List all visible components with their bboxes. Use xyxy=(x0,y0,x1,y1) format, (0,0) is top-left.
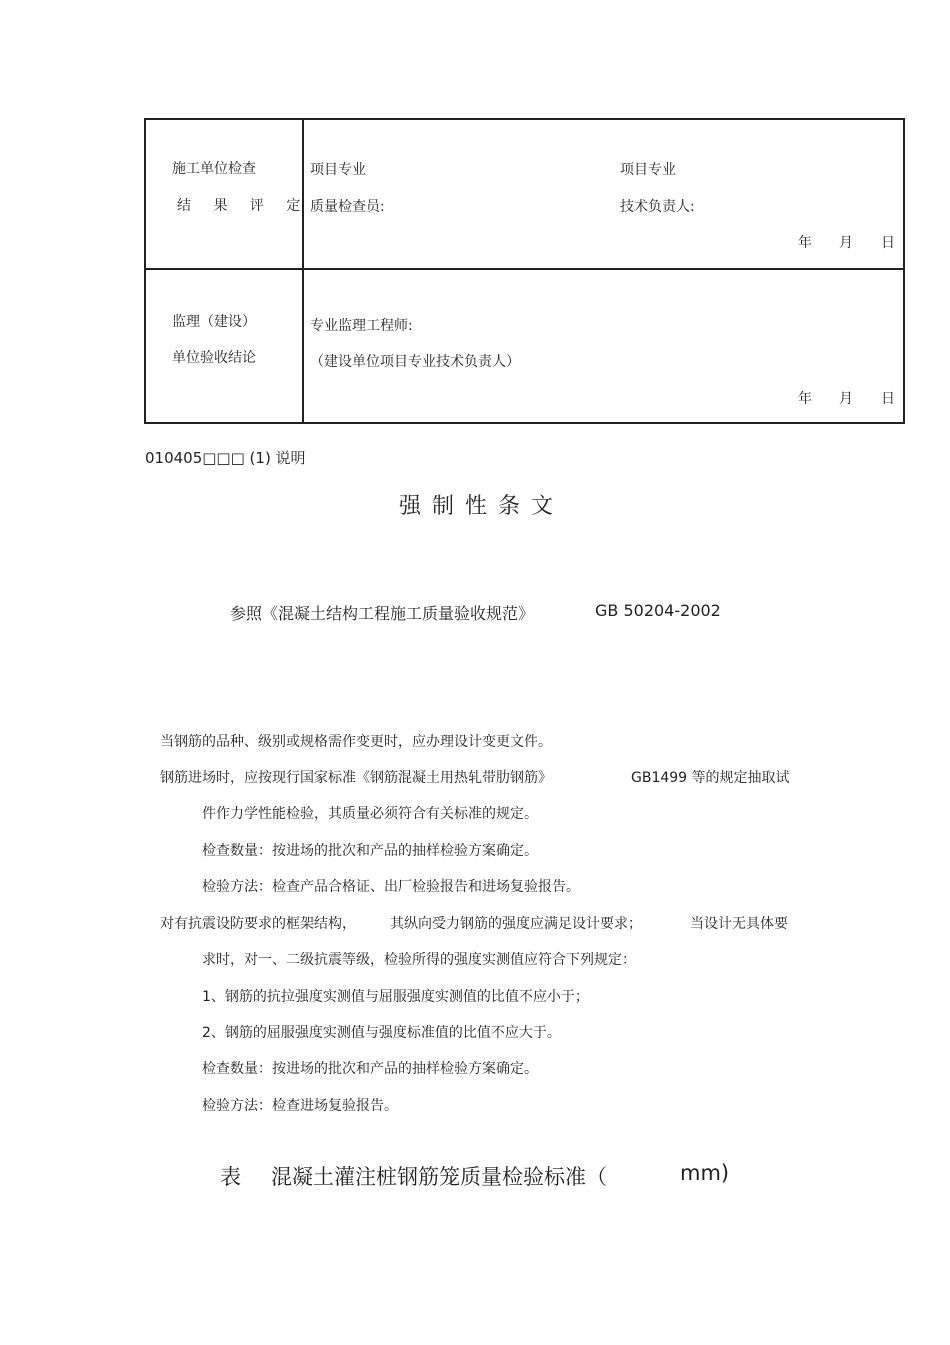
reference-standard-name: 参照《混凝土结构工程施工质量验收规范》 xyxy=(230,604,535,623)
row2-label-line2: 单位验收结论 xyxy=(172,350,256,366)
clause-3-line1c: 当设计无具体要 xyxy=(690,916,788,932)
row1-label-line1: 施工单位检查 xyxy=(172,161,256,177)
row2-line1: 专业监理工程师: xyxy=(310,318,413,334)
clause-2-line1b: GB1499 等的规定抽取试 xyxy=(631,770,790,786)
row1-right-line2: 技术负责人: xyxy=(620,199,695,215)
clause-3-quantity: 检查数量：按进场的批次和产品的抽样检验方案确定。 xyxy=(202,1061,538,1077)
row1-right-line1: 项目专业 xyxy=(620,162,676,178)
clause-3-line1a: 对有抗震设防要求的框架结构， xyxy=(160,916,356,932)
table-divider-vertical xyxy=(302,120,304,422)
clause-3-item-1: 1、钢筋的抗拉强度实测值与屈服强度实测值的比值不应小于； xyxy=(202,989,589,1005)
clause-1: 当钢筋的品种、级别或规格需作变更时，应办理设计变更文件。 xyxy=(160,734,552,750)
clause-3-item-2: 2、钢筋的屈服强度实测值与强度标准值的比值不应大于。 xyxy=(202,1025,561,1041)
clause-3-line2: 求时，对一、二级抗震等级，检验所得的强度实测值应符合下列规定： xyxy=(202,952,636,968)
clause-2-method: 检验方法：检查产品合格证、出厂检验报告和进场复验报告。 xyxy=(202,879,580,895)
row1-left-line2: 质量检查员: xyxy=(310,199,385,215)
clause-3-method: 检验方法：检查进场复验报告。 xyxy=(202,1098,398,1114)
table-caption-prefix: 表 xyxy=(220,1165,241,1189)
section-code: 010405□□□ (1) 说明 xyxy=(145,449,306,467)
row1-date-day: 日 xyxy=(881,235,895,251)
row2-date-year: 年 xyxy=(798,391,812,407)
table-divider-horizontal xyxy=(146,268,903,270)
page-title: 强制性条文 xyxy=(399,494,565,519)
row1-date-year: 年 xyxy=(798,235,812,251)
clause-2-line2: 件作力学性能检验，其质量必须符合有关标准的规定。 xyxy=(202,806,538,822)
row2-date-month: 月 xyxy=(839,391,853,407)
clause-2-quantity: 检查数量：按进场的批次和产品的抽样检验方案确定。 xyxy=(202,843,538,859)
row2-label-line1: 监理（建设） xyxy=(172,314,256,330)
row2-line2: （建设单位项目专业技术负责人） xyxy=(310,354,520,370)
table-caption-unit: mm) xyxy=(680,1161,730,1185)
evaluation-table xyxy=(144,118,905,424)
reference-standard-code: GB 50204-2002 xyxy=(595,601,721,620)
row1-label-line2: 结 果 评 定 xyxy=(177,198,310,214)
table-caption-title: 混凝土灌注桩钢筋笼质量检验标准（ xyxy=(271,1165,607,1189)
row2-date-day: 日 xyxy=(881,391,895,407)
clause-2-line1a: 钢筋进场时，应按现行国家标准《钢筋混凝土用热轧带肋钢筋》 xyxy=(160,770,552,786)
clause-3-line1b: 其纵向受力钢筋的强度应满足设计要求； xyxy=(390,916,642,932)
row1-left-line1: 项目专业 xyxy=(310,162,366,178)
row1-date-month: 月 xyxy=(839,235,853,251)
